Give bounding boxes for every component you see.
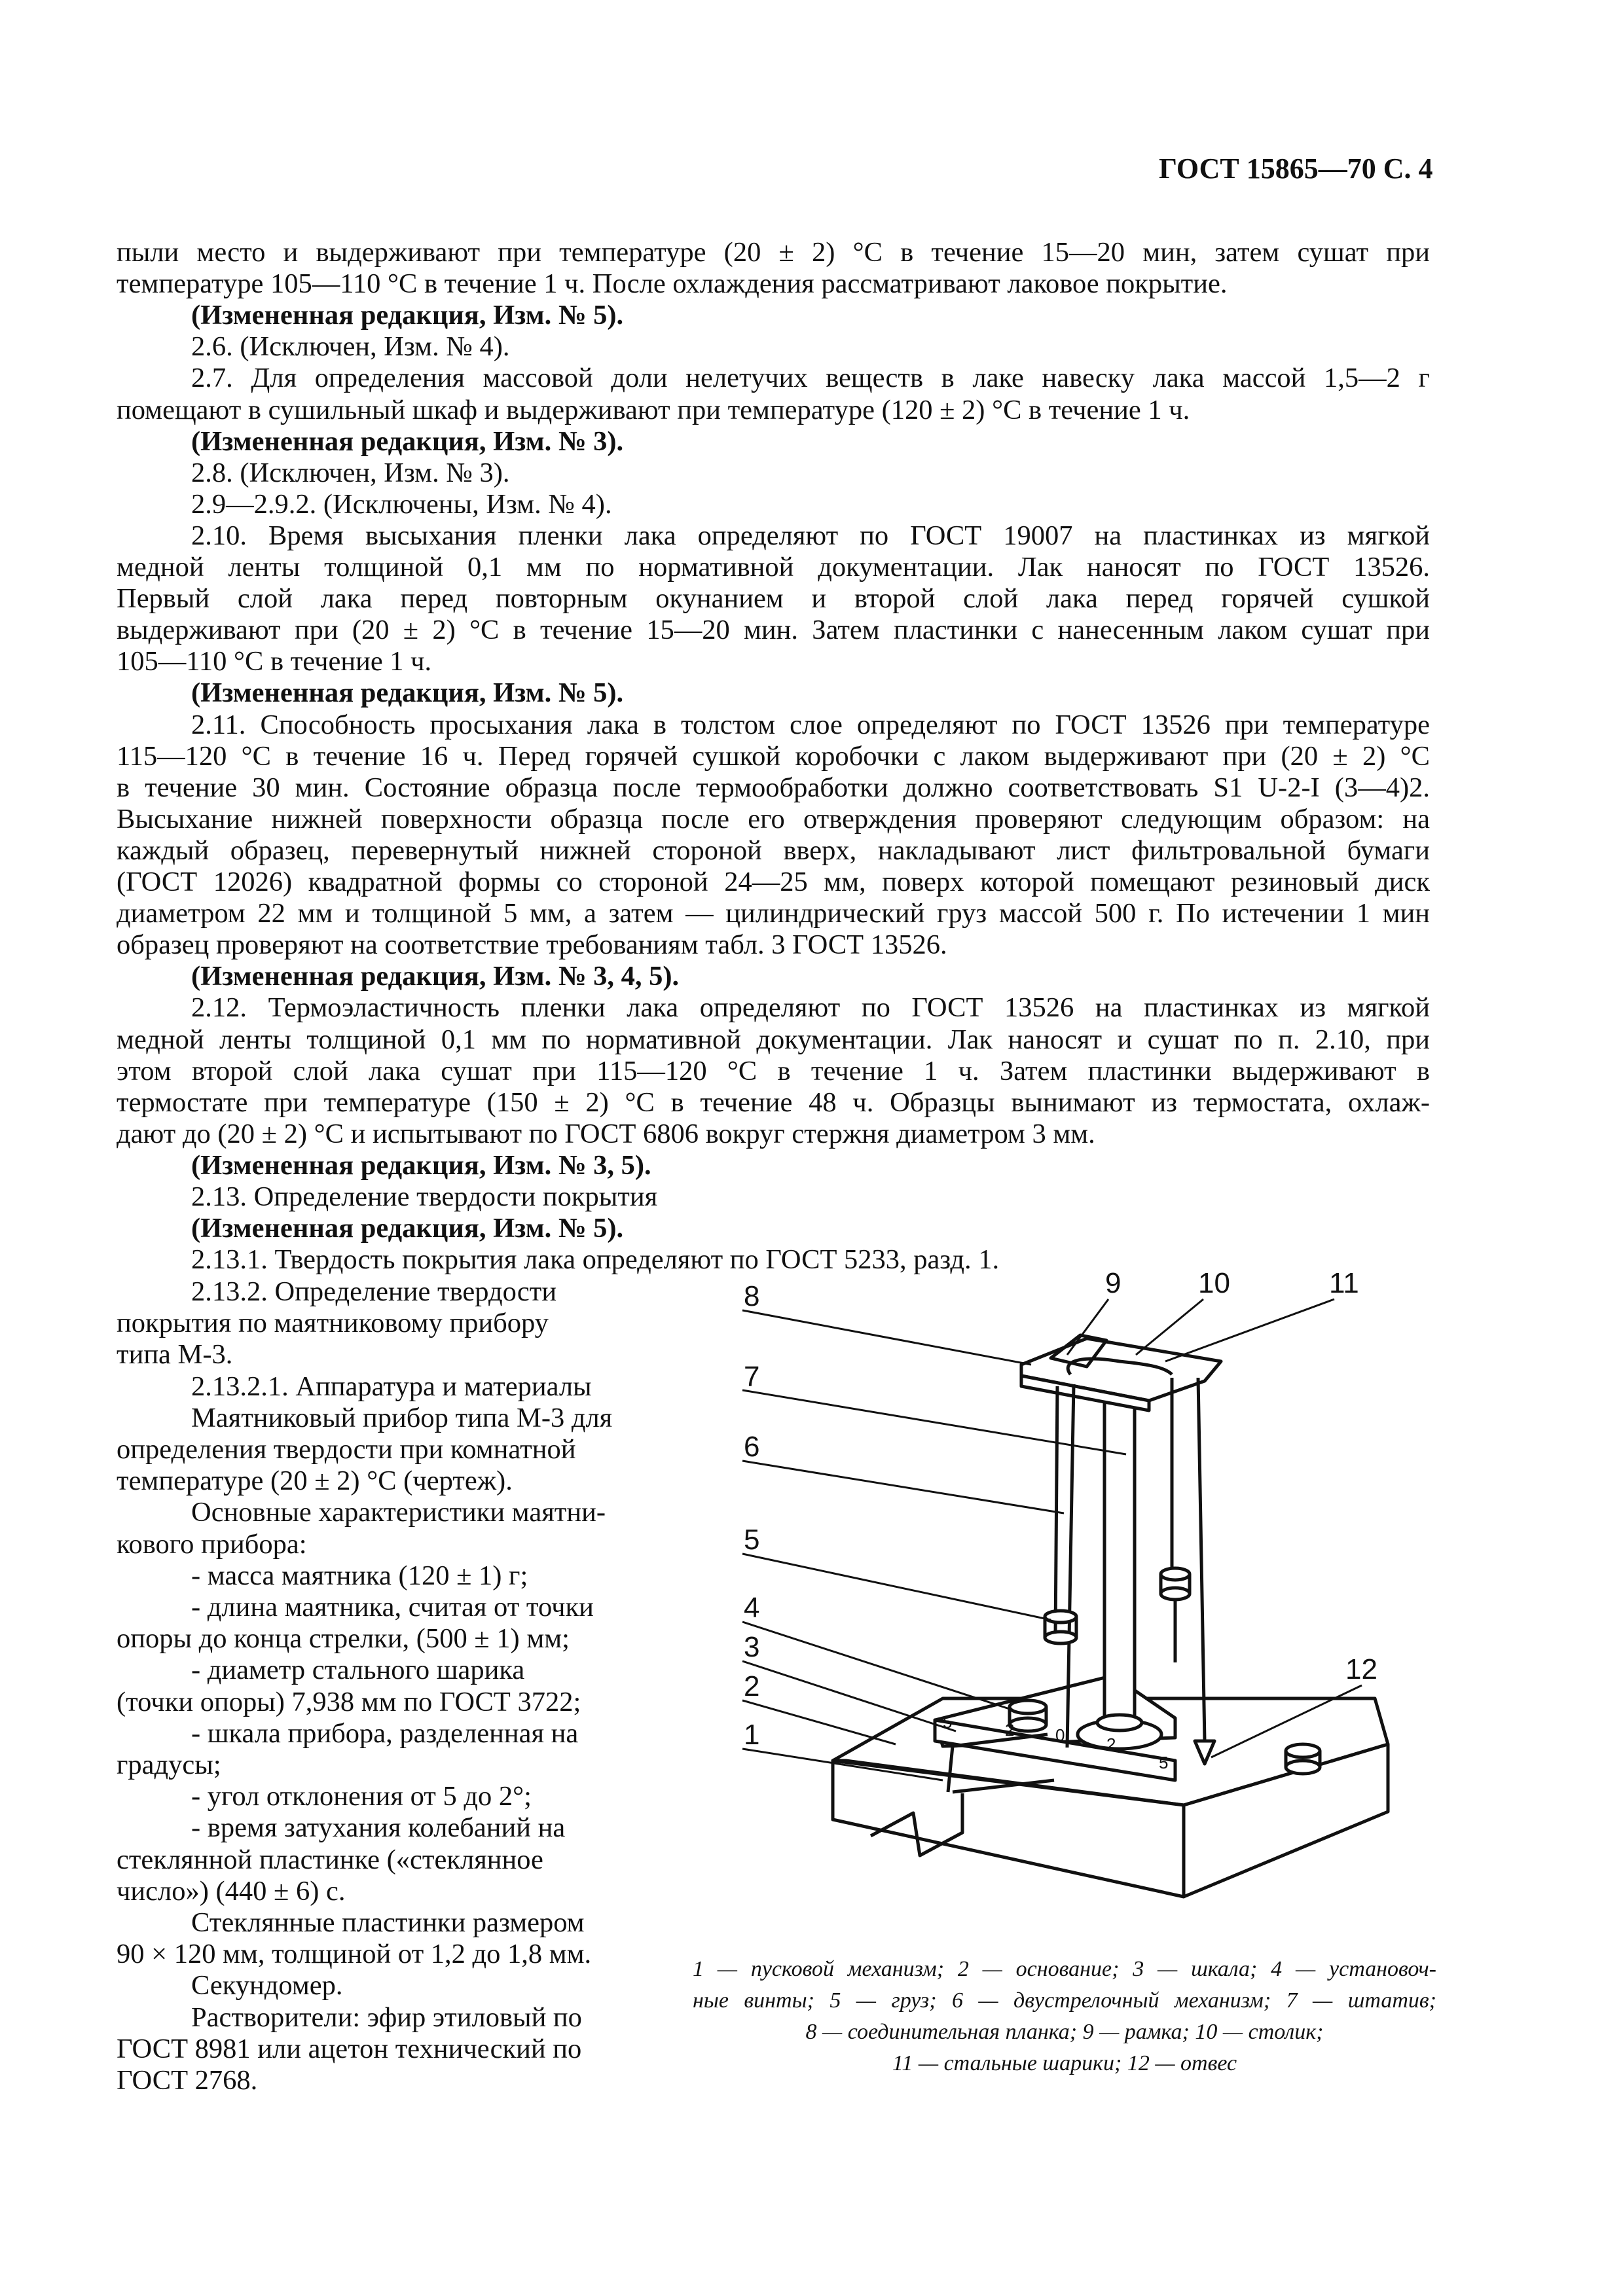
column-line: ГОСТ 8981 или ацетон технический по	[117, 2033, 582, 2064]
body-line: температуре 105—110 °С в течение 1 ч. После охлаждения рассматривают лаковое покрытие.	[117, 268, 1228, 300]
scale-mark: 2	[1106, 1734, 1116, 1754]
scale-mark: 5	[943, 1712, 953, 1732]
column-line: Основные характеристики маятни-	[191, 1497, 606, 1528]
body-line: 105—110 °С в течение 1 ч.	[117, 646, 432, 677]
body-line: в течение 30 мин. Состояние образца после термообработки должно соответствовать S1 U-2-I (3—4)2.	[117, 772, 1430, 803]
column-line: 2.13.2.1. Аппаратура и материалы	[191, 1371, 592, 1402]
figure-label-7: 7	[744, 1361, 760, 1393]
pendulum-apparatus-figure	[714, 1263, 1440, 1944]
column-line: стеклянной пластинке («стеклянное	[117, 1844, 543, 1875]
body-line: помещают в сушильный шкаф и выдерживают при температуре (120 ± 2) °С в течение 1 ч.	[117, 394, 1190, 425]
column-line: - время затухания колебаний на	[191, 1812, 566, 1844]
column-line: типа М-3.	[117, 1339, 233, 1371]
column-line: ГОСТ 2768.	[117, 2065, 258, 2096]
body-line: медной ленты толщиной 0,1 мм по нормативной документации. Лак наносят по ГОСТ 13526.	[117, 552, 1430, 583]
column-line: температуре (20 ± 2) °С (чертеж).	[117, 1465, 513, 1497]
column-line: Секундомер.	[191, 1970, 343, 2001]
column-line: число») (440 ± 6) с.	[117, 1875, 346, 1907]
amendment-note: (Измененная редакция, Изм. № 5).	[191, 300, 624, 331]
scale-mark: 2	[1005, 1720, 1015, 1740]
column-line: покрытия по маятниковому прибору	[117, 1308, 549, 1339]
body-line: дают до (20 ± 2) °С и испытывают по ГОСТ 6806 вокруг стержня диаметром 3 мм.	[117, 1118, 1095, 1149]
column-line: 90 × 120 мм, толщиной от 1,2 до 1,8 мм.	[117, 1939, 592, 1970]
figure-label-10: 10	[1198, 1267, 1230, 1299]
body-line: 2.12. Термоэластичность пленки лака определяют по ГОСТ 13526 на пластинках из мягкой	[191, 992, 1430, 1024]
column-line: Растворители: эфир этиловый по	[191, 2001, 582, 2033]
amendment-note: (Измененная редакция, Изм. № 3, 4, 5).	[191, 961, 680, 992]
figure-label-6: 6	[744, 1431, 760, 1463]
figure-caption-line: 1 — пусковой механизм; 2 — основание; 3 — шкала; 4 — установоч-	[693, 1957, 1436, 1981]
figure-label-5: 5	[744, 1524, 760, 1556]
body-line: Высыхание нижней поверхности образца после его отверждения проверяют следующим образом: на	[117, 803, 1430, 834]
amendment-note: (Измененная редакция, Изм. № 5).	[191, 677, 624, 709]
body-line: 2.13.1. Твердость покрытия лака определяют по ГОСТ 5233, разд. 1.	[191, 1244, 1000, 1276]
column-line: - диаметр стального шарика	[191, 1655, 525, 1686]
column-line: определения твердости при комнатной	[117, 1434, 576, 1465]
body-line: 2.11. Способность просыхания лака в толстом слое определяют по ГОСТ 13526 при температуре	[191, 709, 1430, 740]
scale-mark: 0	[1055, 1725, 1065, 1745]
body-line: диаметром 22 мм и толщиной 5 мм, а затем — цилиндрический груз массой 500 г. По истечении 1 мин	[117, 898, 1430, 929]
figure-caption-line: 11 — стальные шарики; 12 — отвес	[892, 2051, 1237, 2075]
body-line: 2.10. Время высыхания пленки лака определяют по ГОСТ 19007 на пластинках из мягкой	[191, 520, 1430, 551]
body-line: термостате при температуре (150 ± 2) °С в течение 48 ч. Образцы вынимают из термостата, охлаж-	[117, 1086, 1430, 1118]
column-line: - угол отклонения от 5 до 2°;	[191, 1781, 532, 1812]
column-line: - длина маятника, считая от точки	[191, 1592, 594, 1623]
column-line: - шкала прибора, разделенная на	[191, 1717, 579, 1749]
amendment-note: (Измененная редакция, Изм. № 3).	[191, 425, 624, 457]
body-line: 2.8. (Исключен, Изм. № 3).	[191, 457, 510, 488]
body-line: (ГОСТ 12026) квадратной формы со стороной 24—25 мм, поверх которой помещают резиновый диск	[117, 867, 1430, 897]
body-line: выдерживают при (20 ± 2) °С в течение 15—20 мин. Затем пластинки с нанесенным лаком сушат при	[117, 615, 1430, 646]
body-line: медной ленты толщиной 0,1 мм по нормативной документации. Лак наносят и сушат по п. 2.10, при	[117, 1024, 1430, 1055]
column-line: опоры до конца стрелки, (500 ± 1) мм;	[117, 1623, 570, 1655]
body-line: этом второй слой лака сушат при 115—120 °С в течение 1 ч. Затем пластинки выдерживают в	[117, 1055, 1430, 1086]
column-line: градусы;	[117, 1749, 221, 1780]
body-line: пыли место и выдерживают при температуре (20 ± 2) °С в течение 15—20 мин, затем сушат при	[117, 237, 1430, 268]
body-line: 2.6. (Исключен, Изм. № 4).	[191, 331, 510, 363]
body-line: каждый образец, перевернутый нижней стороной вверх, накладывают лист фильтровальной бумаги	[117, 834, 1430, 866]
body-line: 115—120 °С в течение 16 ч. Перед горячей сушкой коробочки с лаком выдерживают при (20 ± 2) °С	[117, 740, 1430, 772]
body-line: 2.9—2.9.2. (Исключены, Изм. № 4).	[191, 488, 612, 520]
column-line: (точки опоры) 7,938 мм по ГОСТ 3722;	[117, 1686, 581, 1717]
figure-label-2: 2	[744, 1670, 760, 1702]
body-line: 2.13. Определение твердости покрытия	[191, 1181, 658, 1212]
amendment-note: (Измененная редакция, Изм. № 3, 5).	[191, 1149, 651, 1181]
column-line: Стеклянные пластинки размером	[191, 1907, 585, 1938]
amendment-note: (Измененная редакция, Изм. № 5).	[191, 1213, 624, 1244]
scale-mark: 5	[1159, 1753, 1169, 1772]
column-line: кового прибора:	[117, 1528, 307, 1560]
column-line: 2.13.2. Определение твердости	[191, 1276, 557, 1307]
column-line: - масса маятника (120 ± 1) г;	[191, 1560, 528, 1591]
stand-column	[1104, 1367, 1135, 1733]
figure-label-8: 8	[744, 1280, 760, 1312]
body-line: Первый слой лака перед повторным окунанием и второй слой лака перед горячей сушкой	[117, 583, 1430, 615]
figure-label-9: 9	[1105, 1267, 1122, 1299]
figure-caption-line: ные винты; 5 — груз; 6 — двустрелочный механизм; 7 — штатив;	[693, 1988, 1436, 2013]
figure-label-4: 4	[744, 1592, 760, 1624]
figure-label-3: 3	[744, 1631, 760, 1663]
figure-label-1: 1	[744, 1719, 760, 1751]
figure-labels	[744, 1267, 1377, 1751]
column-line: Маятниковый прибор типа М-3 для	[191, 1402, 613, 1433]
body-line: 2.7. Для определения массовой доли нелетучих веществ в лаке навеску лака массой 1,5—2 г	[191, 363, 1430, 394]
body-line: образец проверяют на соответствие требованиям табл. 3 ГОСТ 13526.	[117, 929, 947, 961]
leveling-screw	[1010, 1700, 1046, 1713]
figure-label-12: 12	[1345, 1653, 1377, 1685]
page-header: ГОСТ 15865—70 С. 4	[1159, 152, 1433, 185]
figure-caption-line: 8 — соединительная планка; 9 — рамка; 10 — столик;	[805, 2020, 1324, 2044]
figure-label-11: 11	[1329, 1267, 1359, 1299]
